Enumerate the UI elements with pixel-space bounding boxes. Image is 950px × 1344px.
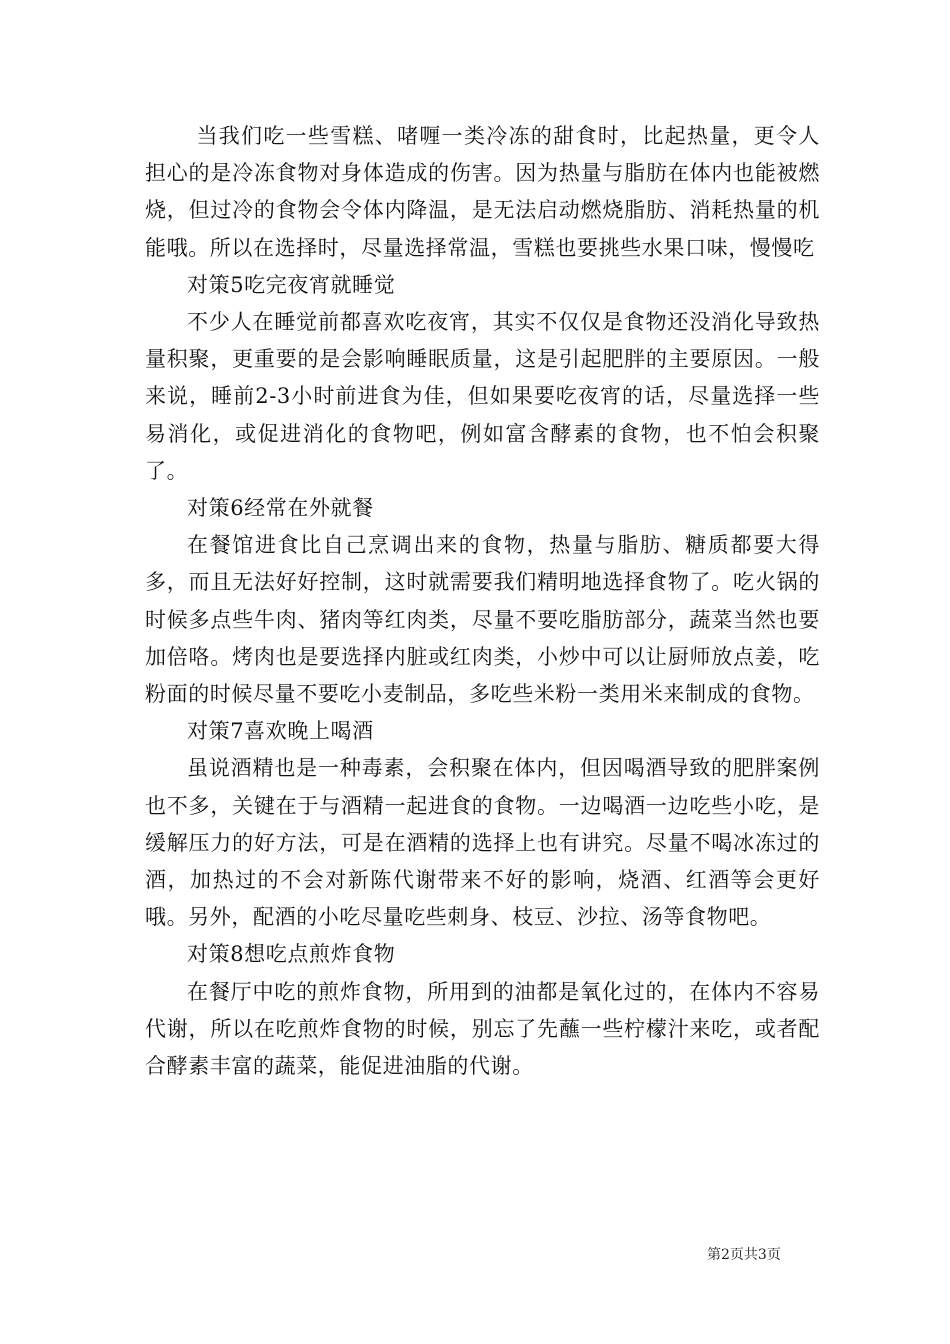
heading-strategy-5: 对策5吃完夜宵就睡觉 <box>187 272 396 297</box>
paragraph-evening-drinking: 虽说酒精也是一种毒素，会积聚在体内，但因喝酒导致的肥胖案例也不多，关键在于与酒精一起进食的食物。一边喝酒一边吃些小吃，是缓解压力的好方法，可是在酒精的选择上也有讲究。尽量不喝冰冻过的酒，加热过的不会对新陈代谢带来不好的影响，烧酒、红酒等会更好哦。另外，配酒的小吃尽量吃些刺身、枝豆、沙拉、汤等食物吧。 <box>145 756 820 930</box>
document-body <box>145 118 820 1085</box>
paragraph-eating-out: 在餐馆进食比自己烹调出来的食物，热量与脂肪、糖质都要大得多，而且无法好好控制，这时就需要我们精明地选择食物了。吃火锅的时候多点些牛肉、猪肉等红肉类，尽量不要吃脂肪部分，蔬菜当然也要加倍咯。烤肉也是要选择内脏或红肉类，小炒中可以让厨师放点姜，吃粉面的时候尽量不要吃小麦制品，多吃些米粉一类用米来制成的食物。 <box>145 533 820 707</box>
paragraph-fried-food: 在餐厅中吃的煎炸食物，所用到的油都是氧化过的，在体内不容易代谢，所以在吃煎炸食物的时候，别忘了先蘸一些柠檬汁来吃，或者配合酵素丰富的蔬菜，能促进油脂的代谢。 <box>145 979 820 1079</box>
page-number: 第2页共3页 <box>707 1247 781 1263</box>
heading-strategy-7: 对策7喜欢晚上喝酒 <box>187 719 374 744</box>
paragraph-late-night-snack: 不少人在睡觉前都喜欢吃夜宵，其实不仅仅是食物还没消化导致热量积聚，更重要的是会影响睡眠质量，这是引起肥胖的主要原因。一般来说，睡前2-3小时前进食为佳，但如果要吃夜宵的话，尽量选择一些易消化，或促进消化的食物吧，例如富含酵素的食物，也不怕会积聚了。 <box>145 310 820 483</box>
heading-strategy-6: 对策6经常在外就餐 <box>187 496 374 521</box>
paragraph-frozen-desserts: 当我们吃一些雪糕、啫喱一类冷冻的甜食时，比起热量，更令人担心的是冷冻食物对身体造成的伤害。因为热量与脂肪在体内也能被燃烧，但过冷的食物会令体内降温，是无法启动燃烧脂肪、消耗热量的机能哦。所以在选择时，尽量选择常温，雪糕也要挑些水果口味，慢慢吃 <box>145 124 820 260</box>
heading-strategy-8: 对策8想吃点煎炸食物 <box>187 942 396 967</box>
